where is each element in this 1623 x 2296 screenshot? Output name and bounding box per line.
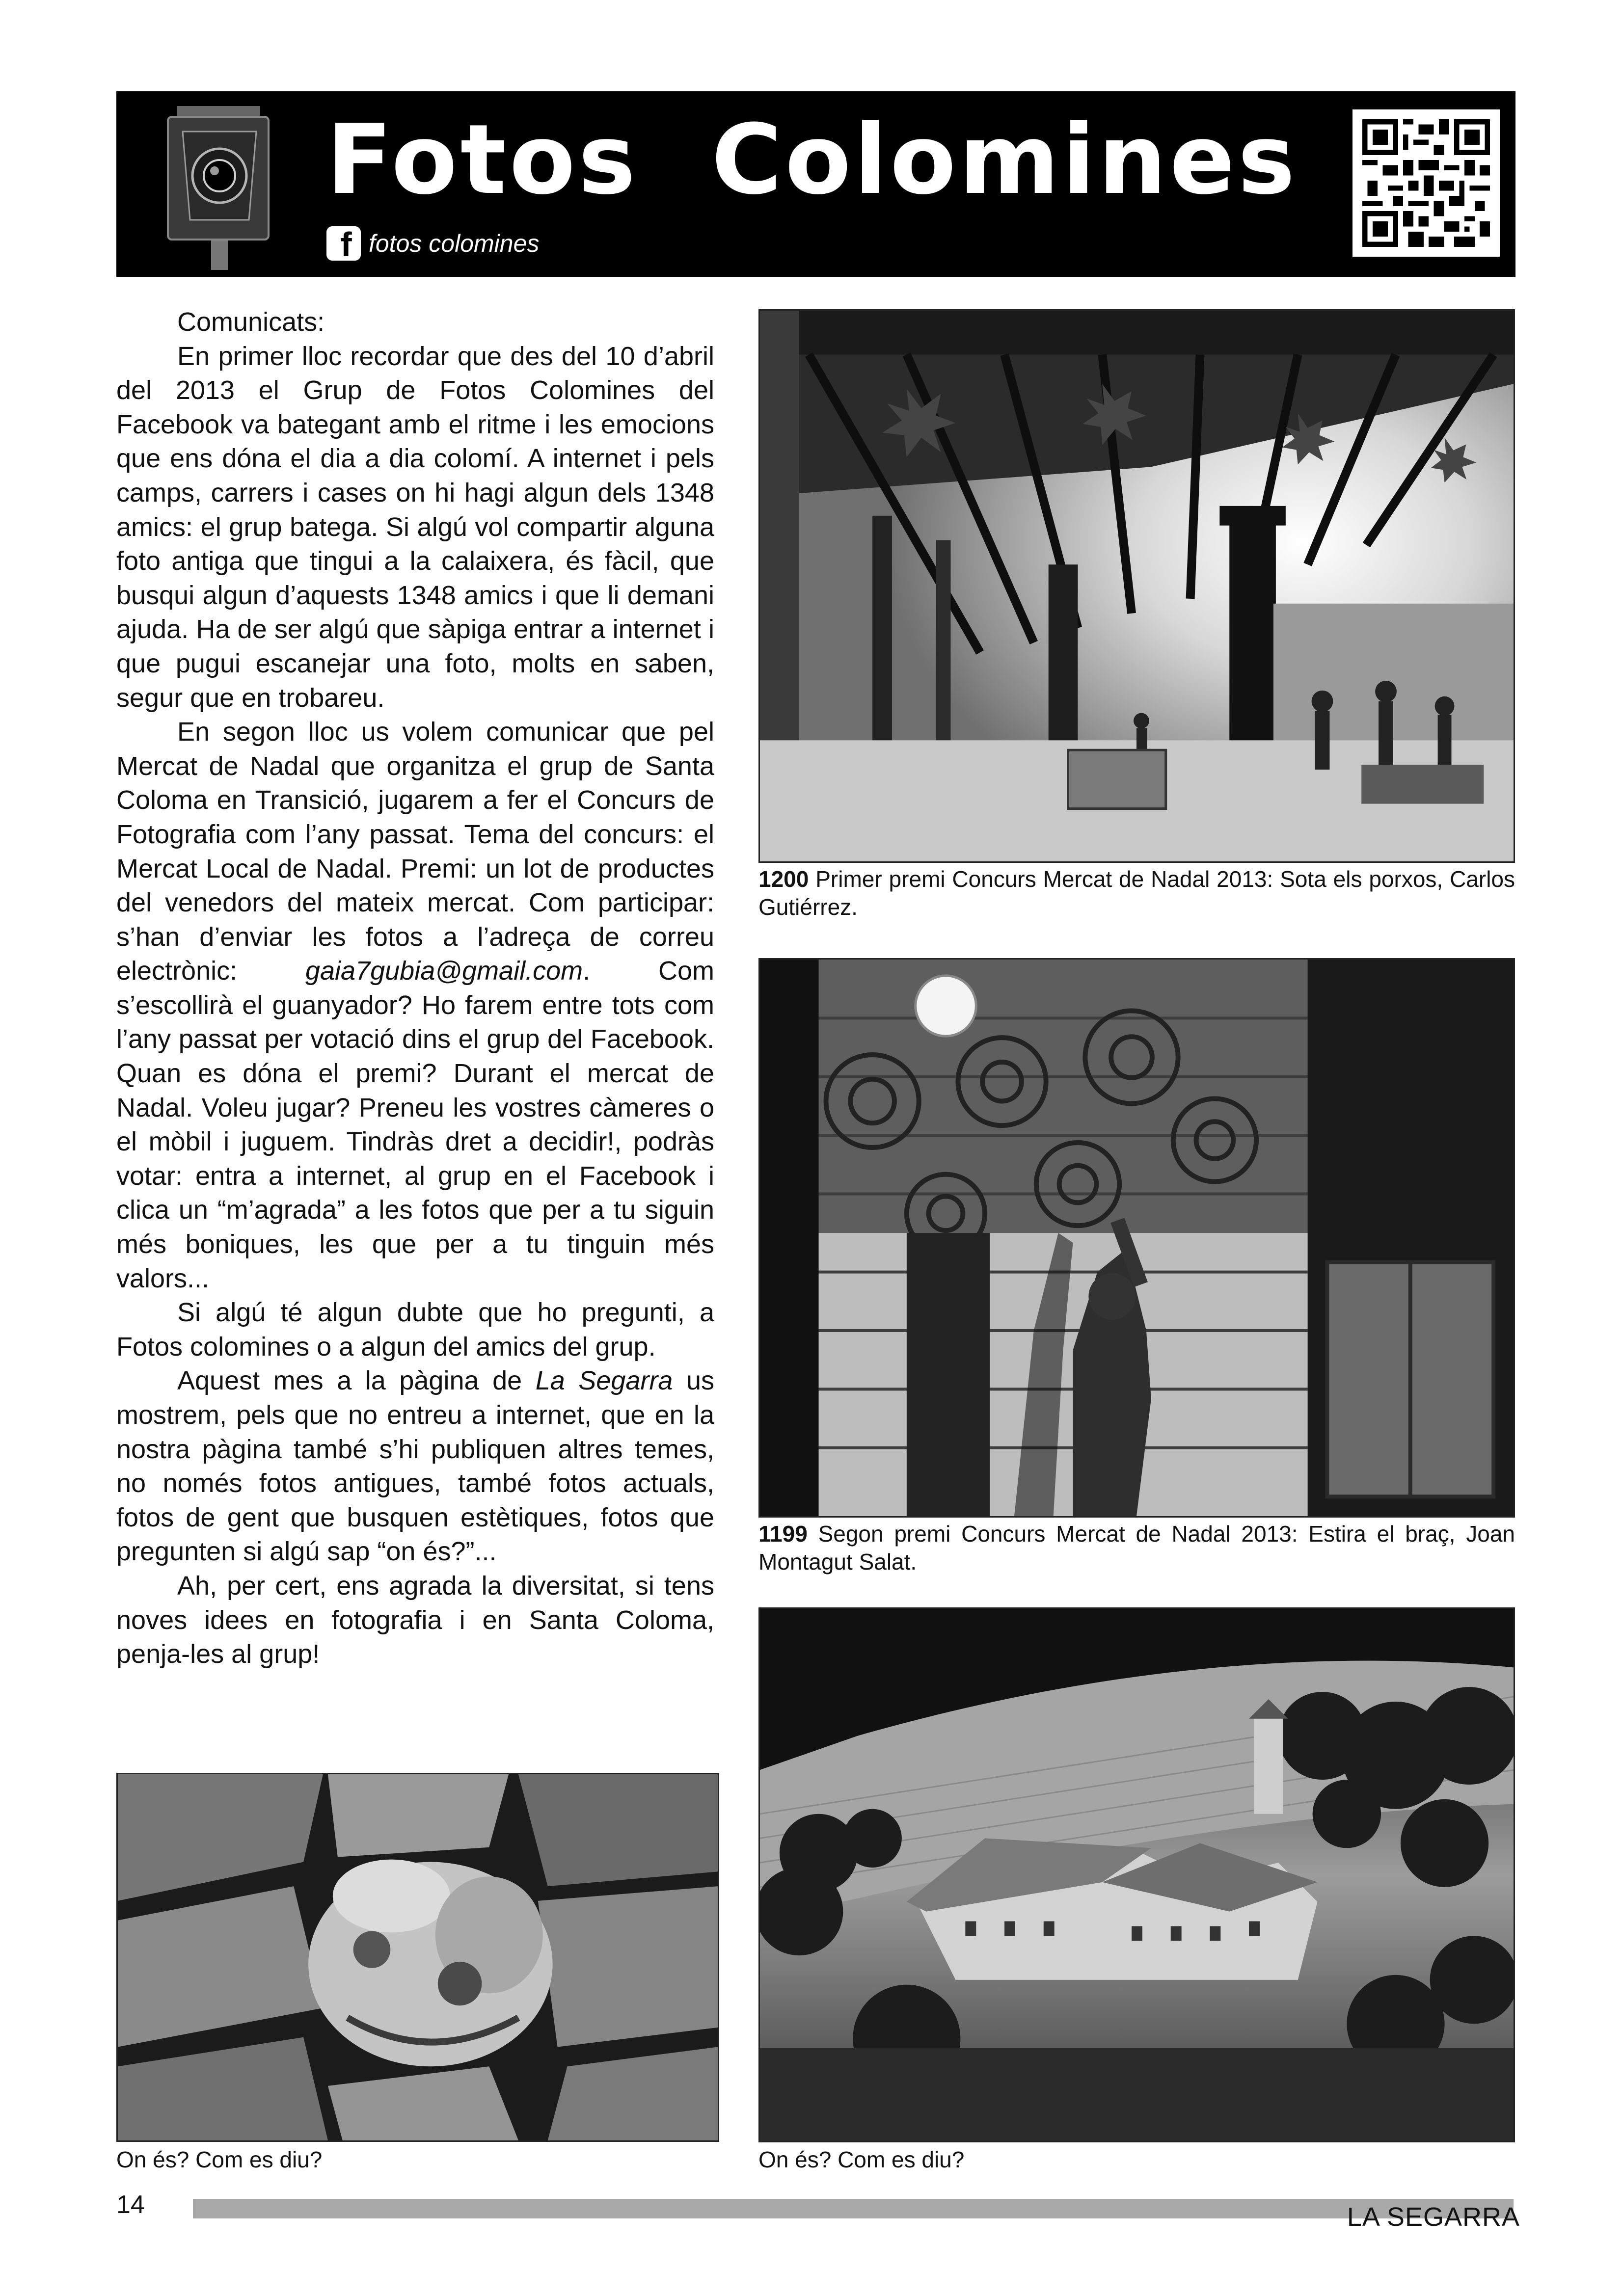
- article-paragraph: Si algú té algun dubte que ho pregunti, a Fotos colomines o a algun del amics del grup.: [116, 1298, 714, 1362]
- qr-code-icon: [1352, 109, 1500, 257]
- facebook-icon: f: [326, 226, 361, 261]
- email-address: gaia7gubia@gmail.com: [305, 956, 583, 986]
- header-banner: [116, 91, 1515, 277]
- folding-camera-icon: [163, 97, 276, 271]
- photo-caption-4: On és? Com es diu?: [758, 2147, 965, 2172]
- photo-child-reaching: [758, 958, 1515, 1518]
- photo-carved-stone: [116, 1773, 719, 2142]
- magazine-name: La Segarra: [535, 1366, 673, 1396]
- photo-number: 1199: [758, 1521, 808, 1547]
- article-paragraph: En segon lloc us volem comunicar que pel Mercat de Nadal que organitza el grup de Santa Coloma en Transició, jugarem a fer el Concurs de Fotografia com l’any passat. Tema del concurs: el Mercat Local de Nadal. Premi: un lot de productes del venedors del mateix mercat. Com participar: s’han d’enviar les fotos a l’adreça de correu electrònic: gaia7gubia@gmail.com. Com s’escollirà el guanyador? Ho farem entre tots com l’any passat per votació dins el grup del Facebook. Quan es dóna el premi? Durant el mercat de Nadal. Voleu jugar? Preneu les vostres càmeres o el mòbil i juguem. Tindràs dret a decidir!, podràs votar: entra a internet, al grup en el Facebook i clica un “m’agrada” a les fotos que per a tu siguin més boniques, les que per a tu tinguin més valors...: [116, 717, 714, 1293]
- photo-porches: [758, 309, 1515, 863]
- article-paragraph: Ah, per cert, ens agrada la diversitat, si tens noves idees en fotografia i en Santa Coloma, penja-les al grup!: [116, 1571, 714, 1669]
- magazine-name-footer: LA SEGARRA: [1347, 2202, 1520, 2232]
- photo-caption-3: On és? Com es diu?: [116, 2147, 323, 2172]
- page-title: Fotos Colomines: [326, 104, 1298, 216]
- photo-number: 1200: [758, 866, 809, 892]
- facebook-label: fotos colomines: [369, 230, 540, 257]
- footer-divider: [193, 2199, 1514, 2218]
- article-paragraph: Aquest mes a la pàgina de La Segarra us mostrem, pels que no entreu a internet, que en la nostra pàgina també s’hi publiquen altres temes, no només fotos antigues, també fotos actuals, fotos de gent que busquen estètiques, fotos que pregunten si algú sap “on és?”...: [116, 1366, 714, 1567]
- page-number: 14: [116, 2190, 145, 2219]
- photo-farmhouse: [758, 1607, 1515, 2142]
- article-paragraph: En primer lloc recordar que des del 10 d’abril del 2013 el Grup de Fotos Colomines del Facebook va bategant amb el ritme i les emocions que ens dóna el dia a dia colomí. A internet i pels camps, carrers i cases on hi hagi algun dels 1348 amics: el grup batega. Si algú vol compartir alguna foto antiga que tingui a la calaixera, és fàcil, que busqui algun d’aquests 1348 amics i que li demani ajuda. Ha de ser algú que sàpiga entrar a internet i que pugui escanejar una foto, molts en saben, segur que en trobareu.: [116, 341, 714, 713]
- article-heading: Comunicats:: [177, 307, 325, 337]
- photo-caption-2: 1199 Segon premi Concurs Mercat de Nadal 2013: Estira el braç, Joan Montagut Salat.: [758, 1521, 1515, 1575]
- article-body: [116, 305, 714, 1672]
- photo-caption-1: 1200 Primer premi Concurs Mercat de Nadal 2013: Sota els porxos, Carlos Gutiérrez.: [758, 866, 1515, 920]
- facebook-link[interactable]: [326, 225, 539, 262]
